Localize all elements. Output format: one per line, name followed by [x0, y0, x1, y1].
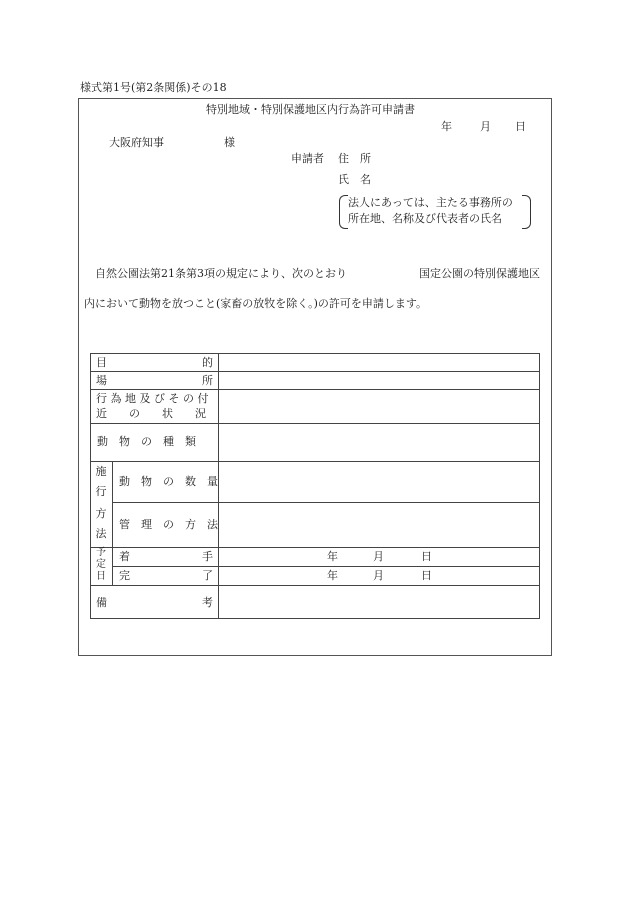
- name-label: 氏 名: [338, 173, 371, 186]
- table-border-right: [539, 353, 540, 618]
- start-date-day: 日: [421, 550, 432, 563]
- place-label-start: 場: [96, 374, 107, 387]
- date-day: 日: [515, 120, 526, 133]
- place-label-end: 所: [202, 374, 213, 387]
- end-date-year: 年: [327, 569, 338, 582]
- site-condition-field[interactable]: [220, 390, 538, 422]
- form-number: 様式第1号(第2条関係)その18: [80, 81, 227, 94]
- remarks-label-end: 考: [202, 596, 213, 609]
- form-title: 特別地域・特別保護地区内行為許可申請書: [206, 103, 415, 116]
- site-label-line1: 行 為 地 及 び そ の 付: [96, 392, 209, 405]
- corp-note-close-bracket: [522, 195, 531, 229]
- management-field[interactable]: [220, 503, 538, 546]
- table-border-bottom: [90, 618, 540, 619]
- body-line1-b: 国定公園の特別保護地区: [419, 267, 540, 280]
- start-label-end: 手: [202, 550, 213, 563]
- remarks-field[interactable]: [220, 586, 538, 617]
- table-column-divider: [218, 353, 219, 618]
- start-date-month: 月: [373, 550, 384, 563]
- table-border-left: [90, 353, 91, 618]
- date-month: 月: [480, 120, 491, 133]
- date-year: 年: [441, 120, 452, 133]
- site-label-line2: 近 の 状 況: [96, 407, 206, 420]
- quantity-label: 動 物 の 数 量: [119, 475, 218, 488]
- scheduled-date-label-vertical: 予 定 日: [96, 547, 106, 582]
- quantity-field[interactable]: [220, 462, 538, 501]
- corp-note-line2: 所在地、名称及び代表者の氏名: [348, 212, 502, 225]
- row-line: [90, 547, 540, 548]
- corp-note-open-bracket: [339, 195, 348, 229]
- end-date-month: 月: [373, 569, 384, 582]
- method-label-vertical: 施 行 方 法: [95, 465, 107, 540]
- place-field[interactable]: [220, 372, 538, 388]
- end-label-end: 了: [202, 569, 213, 582]
- start-label-start: 着: [119, 550, 130, 563]
- row-line: [112, 566, 540, 567]
- body-line2: 内において動物を放つこと(家畜の放牧を除く。)の許可を申請します。: [84, 297, 427, 310]
- management-label: 管 理 の 方 法: [119, 518, 218, 531]
- start-date-year: 年: [327, 550, 338, 563]
- purpose-label-end: 的: [202, 356, 213, 369]
- honorific: 様: [224, 136, 235, 149]
- purpose-field[interactable]: [220, 354, 538, 370]
- corp-note-line1: 法人にあっては、主たる事務所の: [348, 196, 513, 209]
- address-label: 住 所: [338, 152, 371, 165]
- purpose-label-start: 目: [96, 356, 107, 369]
- remarks-label-start: 備: [96, 596, 107, 609]
- end-label-start: 完: [119, 569, 130, 582]
- applicant-label: 申請者: [291, 152, 324, 165]
- species-label: 動 物 の 種 類: [97, 435, 196, 448]
- body-line1-a: 自然公園法第21条第3項の規定により、次のとおり: [95, 267, 347, 280]
- end-date-day: 日: [421, 569, 432, 582]
- species-field[interactable]: [220, 424, 538, 460]
- addressee: 大阪府知事: [109, 136, 164, 149]
